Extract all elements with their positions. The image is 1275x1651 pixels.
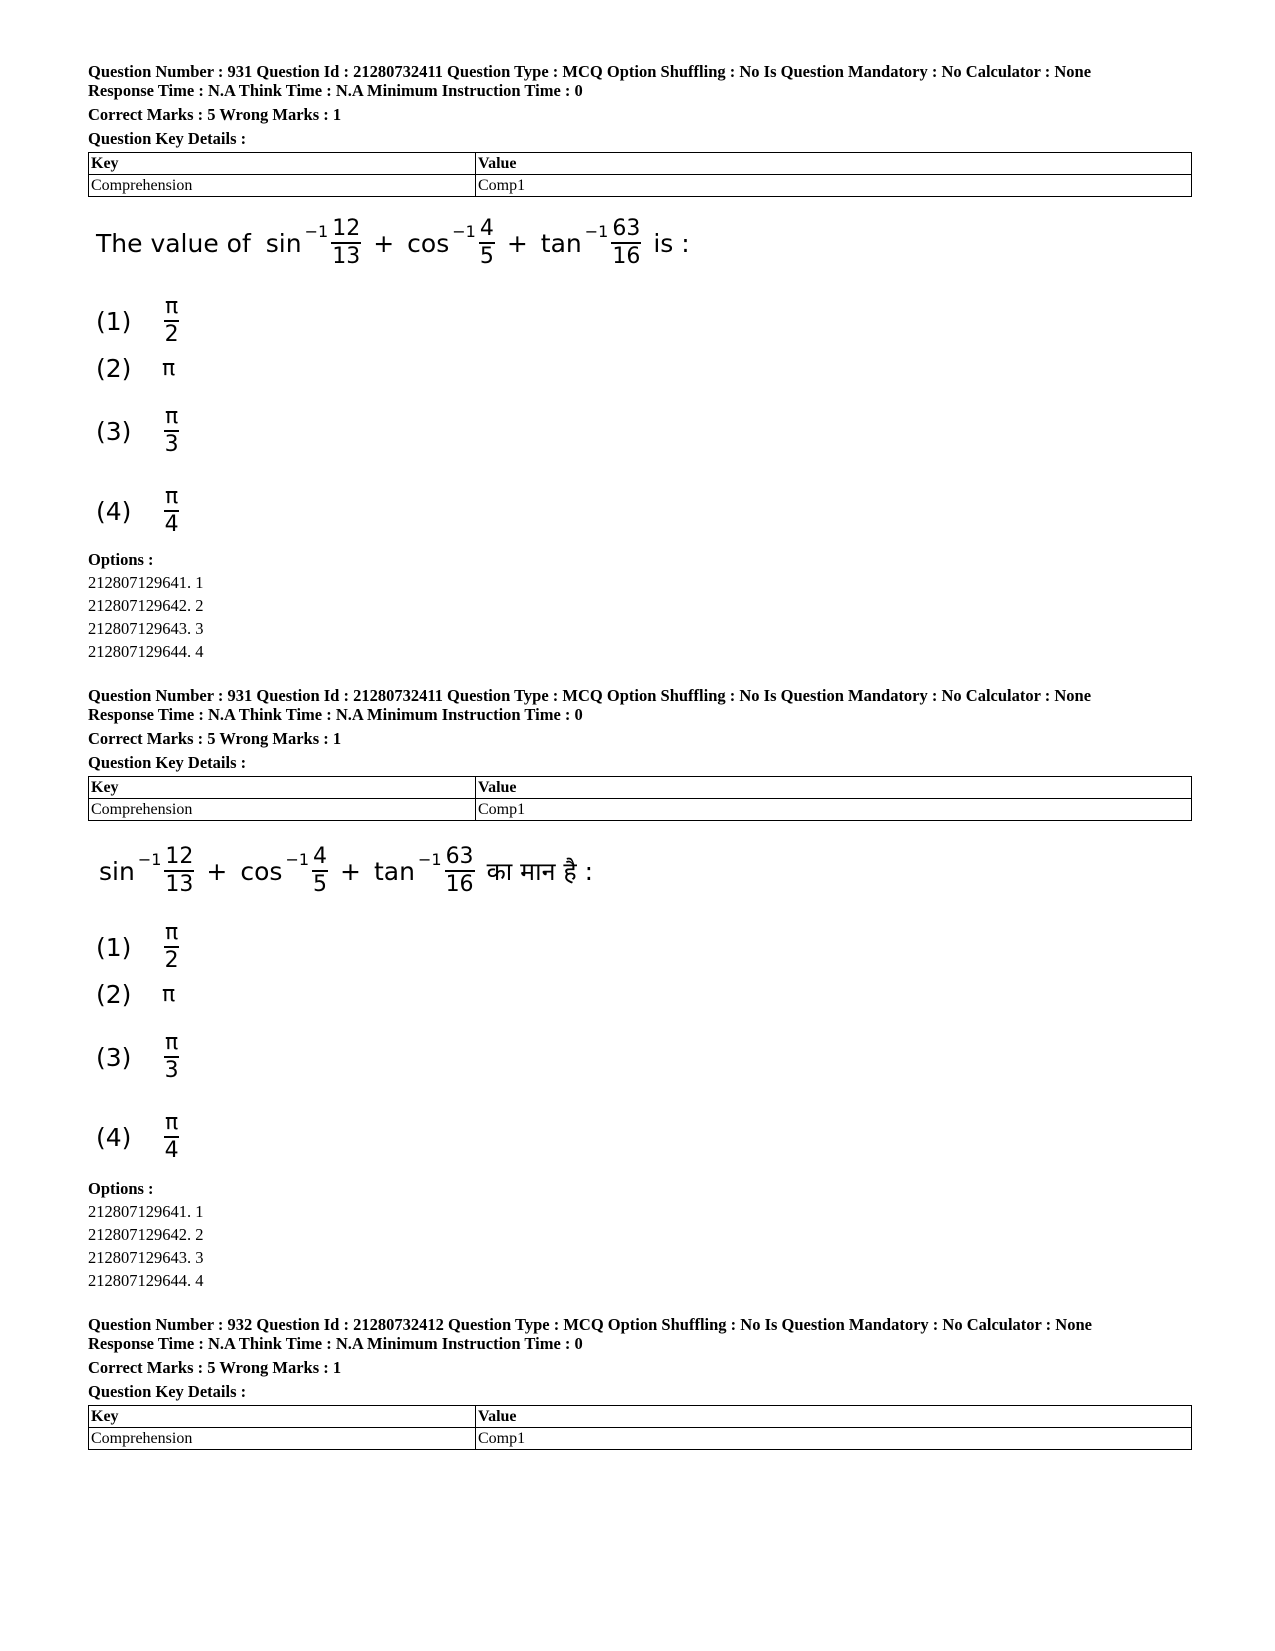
key-header: Key (89, 777, 476, 799)
inverse-exponent: −1 (452, 221, 476, 241)
denominator: 4 (164, 512, 179, 537)
inverse-exponent: −1 (137, 849, 162, 869)
denominator: 13 (165, 872, 194, 897)
answer-fraction (164, 1110, 179, 1164)
answer-option-4 (96, 1107, 181, 1167)
options-label: Options : (88, 550, 154, 569)
answer-label: (4) (96, 496, 132, 526)
fraction-sin (331, 216, 361, 270)
denominator: 5 (313, 872, 328, 897)
denominator: 4 (164, 1138, 179, 1163)
list-item: 212807129644. 4 (88, 642, 204, 661)
key-details-table (88, 1405, 1192, 1450)
plus-sign: + (506, 228, 528, 258)
table-header-row (89, 777, 1192, 799)
question-text (96, 831, 593, 911)
plus-sign: + (206, 856, 228, 886)
denominator: 16 (445, 872, 474, 897)
answer-option-3 (96, 401, 181, 461)
denominator: 13 (332, 244, 361, 269)
answer-option-2 (96, 974, 175, 1014)
options-list (88, 1177, 1192, 1292)
question-header-line2: Response Time : N.A Think Time : N.A Minimum Instruction Time : 0 (88, 1334, 583, 1353)
answer-value: π (162, 981, 176, 1007)
key-details-table (88, 776, 1192, 821)
value-cell: Comp1 (476, 1428, 1192, 1450)
inverse-exponent: −1 (417, 849, 442, 869)
plus-sign: + (373, 228, 395, 258)
tan-function: tan (540, 228, 582, 258)
denominator: 2 (164, 322, 179, 347)
key-cell: Comprehension (89, 1428, 476, 1450)
question-suffix: का मान है : (486, 857, 594, 886)
denominator: 3 (164, 432, 179, 457)
answer-option-3 (96, 1027, 181, 1087)
table-header-row (89, 1406, 1192, 1428)
fraction-cos (312, 844, 328, 898)
table-row (89, 175, 1192, 197)
key-details-label: Question Key Details : (88, 1382, 247, 1401)
numerator: π (164, 484, 179, 512)
sin-function: sin (99, 856, 135, 886)
list-item: 212807129644. 4 (88, 1271, 204, 1290)
options-label: Options : (88, 1179, 154, 1198)
denominator: 5 (479, 244, 494, 269)
answer-label: (3) (96, 1042, 132, 1072)
answer-option-4 (96, 481, 181, 541)
key-details-label: Question Key Details : (88, 753, 247, 772)
key-cell: Comprehension (89, 175, 476, 197)
value-header: Value (476, 777, 1192, 799)
question-header-line2: Response Time : N.A Think Time : N.A Minimum Instruction Time : 0 (88, 81, 583, 100)
question-block-932 (88, 1315, 1192, 1450)
fraction-cos (479, 216, 495, 270)
key-cell: Comprehension (89, 799, 476, 821)
table-row (89, 799, 1192, 821)
numerator: 4 (312, 844, 328, 872)
numerator: π (164, 294, 179, 322)
fraction-tan (611, 216, 641, 270)
answer-label: (3) (96, 416, 132, 446)
question-image (96, 827, 1192, 1187)
question-block-931-en (88, 62, 1192, 563)
key-details-table (88, 152, 1192, 197)
answer-label: (4) (96, 1122, 132, 1152)
list-item: 212807129642. 2 (88, 1225, 204, 1244)
answer-fraction (164, 294, 179, 348)
question-text (96, 203, 690, 283)
numerator: π (164, 920, 179, 948)
answer-label: (2) (96, 979, 132, 1009)
value-header: Value (476, 153, 1192, 175)
question-header-line1: Question Number : 931 Question Id : 21280732411 Question Type : MCQ Option Shuffling : No Is Question Mandatory : No Calculator : None (88, 62, 1092, 81)
answer-option-1 (96, 917, 181, 977)
cos-function: cos (407, 228, 450, 258)
fraction-tan (445, 844, 475, 898)
question-header-line1: Question Number : 931 Question Id : 21280732411 Question Type : MCQ Option Shuffling : No Is Question Mandatory : No Calculator : None (88, 686, 1092, 705)
marks-line: Correct Marks : 5 Wrong Marks : 1 (88, 1358, 342, 1377)
question-header-line2: Response Time : N.A Think Time : N.A Minimum Instruction Time : 0 (88, 705, 583, 724)
answer-fraction (164, 1030, 179, 1084)
value-cell: Comp1 (476, 175, 1192, 197)
answer-fraction (164, 484, 179, 538)
list-item: 212807129641. 1 (88, 1202, 204, 1221)
table-header-row (89, 153, 1192, 175)
key-header: Key (89, 1406, 476, 1428)
question-image (96, 203, 1192, 563)
list-item: 212807129641. 1 (88, 573, 204, 592)
answer-option-2 (96, 348, 175, 388)
denominator: 3 (164, 1058, 179, 1083)
numerator: π (164, 404, 179, 432)
options-list (88, 548, 1192, 663)
question-block-931-hi (88, 686, 1192, 1187)
numerator: 63 (445, 844, 475, 872)
answer-label: (1) (96, 932, 132, 962)
denominator: 2 (164, 948, 179, 973)
value-cell: Comp1 (476, 799, 1192, 821)
table-row (89, 1428, 1192, 1450)
answer-option-1 (96, 291, 181, 351)
numerator: 4 (479, 216, 495, 244)
denominator: 16 (612, 244, 641, 269)
answer-label: (1) (96, 306, 132, 336)
answer-fraction (164, 404, 179, 458)
answer-fraction (164, 920, 179, 974)
value-header: Value (476, 1406, 1192, 1428)
numerator: π (164, 1110, 179, 1138)
numerator: π (164, 1030, 179, 1058)
question-suffix: is : (653, 228, 690, 258)
question-prefix: The value of (96, 228, 251, 258)
key-header: Key (89, 153, 476, 175)
tan-function: tan (374, 856, 415, 886)
answer-value: π (162, 355, 176, 381)
question-header-line1: Question Number : 932 Question Id : 21280732412 Question Type : MCQ Option Shuffling : No Is Question Mandatory : No Calculator : None (88, 1315, 1092, 1334)
plus-sign: + (340, 856, 361, 886)
key-details-label: Question Key Details : (88, 129, 247, 148)
fraction-sin (164, 844, 194, 898)
numerator: 12 (164, 844, 194, 872)
list-item: 212807129643. 3 (88, 619, 204, 638)
numerator: 12 (331, 216, 361, 244)
inverse-exponent: −1 (304, 221, 329, 241)
answer-label: (2) (96, 353, 132, 383)
list-item: 212807129642. 2 (88, 596, 204, 615)
marks-line: Correct Marks : 5 Wrong Marks : 1 (88, 729, 342, 748)
marks-line: Correct Marks : 5 Wrong Marks : 1 (88, 105, 342, 124)
sin-function: sin (265, 228, 302, 258)
numerator: 63 (611, 216, 641, 244)
inverse-exponent: −1 (285, 849, 310, 869)
cos-function: cos (240, 856, 283, 886)
inverse-exponent: −1 (584, 221, 609, 241)
list-item: 212807129643. 3 (88, 1248, 204, 1267)
